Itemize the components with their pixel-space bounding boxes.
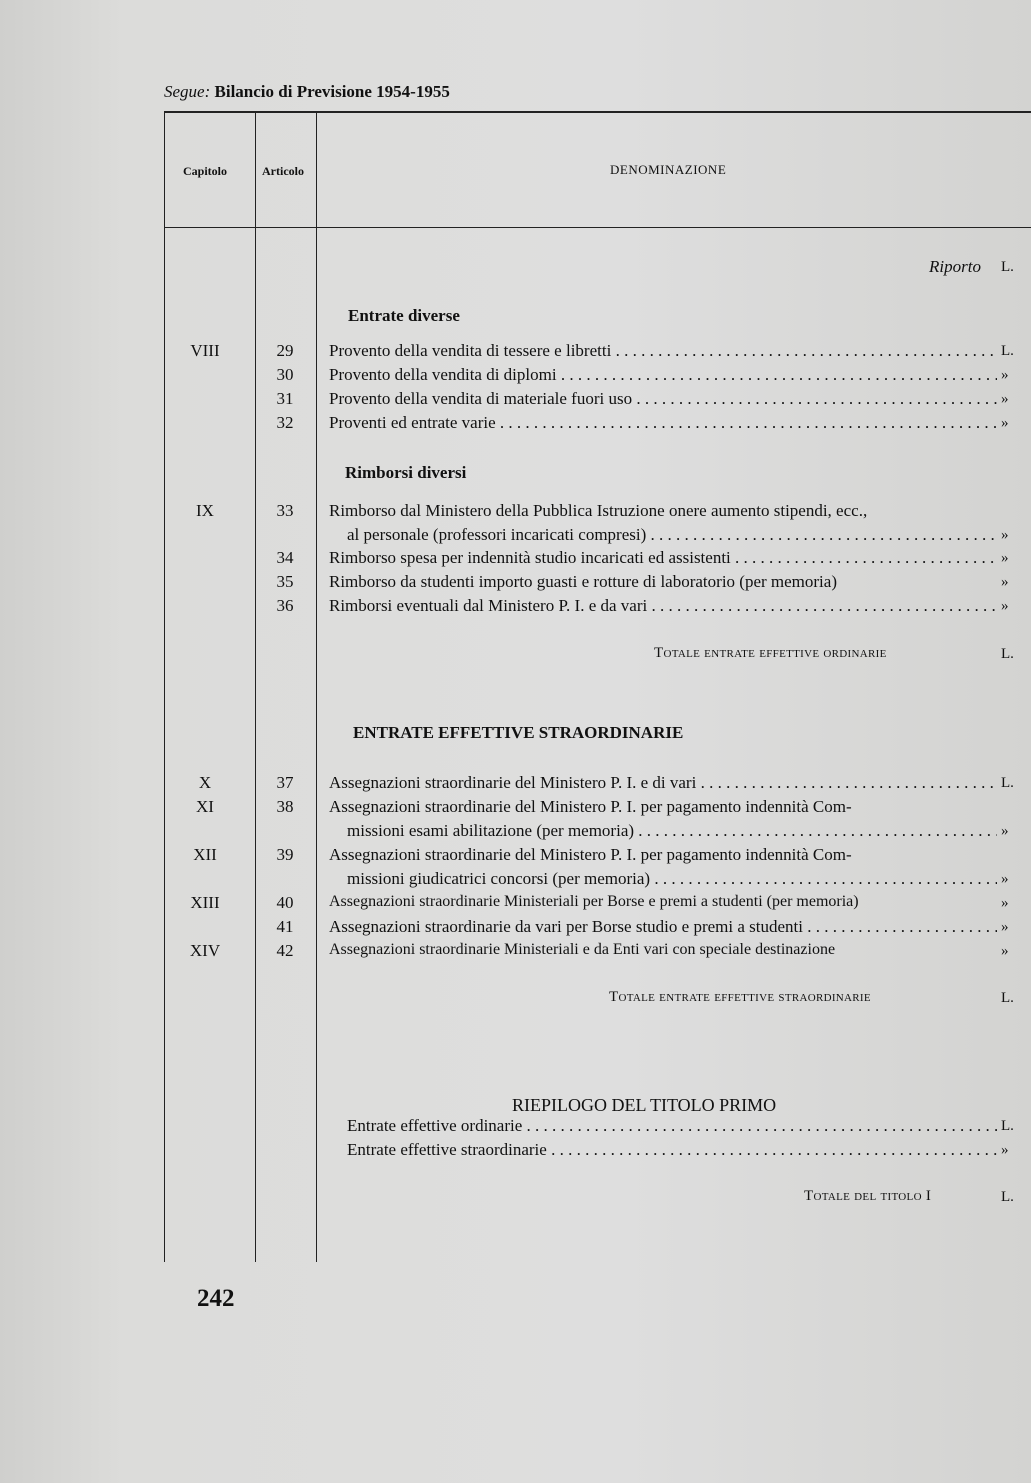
ditto-mark: »	[1001, 367, 1009, 383]
denominazione-cell: Proventi ed entrate varie . . .	[329, 413, 997, 433]
page-number: 242	[197, 1285, 235, 1312]
header-title: Bilancio di Previsione 1954-1955	[214, 82, 450, 101]
capitolo-cell: X	[198, 773, 212, 792]
column-rule-articolo	[316, 112, 317, 1262]
articolo-cell: 31	[276, 389, 294, 408]
ditto-mark: »	[1001, 943, 1009, 959]
column-rule-left	[164, 112, 165, 1262]
denominazione-cell: Provento della vendita di diplomi . . .	[329, 365, 997, 385]
denominazione-cell-continuation: al personale (professori incaricati compresi) . . .	[347, 525, 997, 545]
denominazione-cell: Assegnazioni straordinarie Ministeriali e da Enti vari con speciale destinazione	[329, 941, 836, 958]
ditto-mark: »	[1001, 574, 1009, 590]
riporto-label: Riporto	[929, 257, 981, 276]
currency-mark: L.	[1001, 646, 1014, 662]
denominazione-cell: Rimborso spesa per indennità studio incaricati ed assistenti . . .	[329, 548, 997, 568]
denominazione-cell: Provento della vendita di tessere e libretti . . .	[329, 341, 997, 361]
denominazione-cell: Assegnazioni straordinarie del Ministero P. I. per pagamento indennità Com-	[329, 797, 852, 816]
ditto-mark: »	[1001, 895, 1009, 911]
capitolo-cell: XIV	[189, 941, 221, 960]
currency-mark: L.	[1001, 1118, 1014, 1134]
capitolo-cell: XIII	[190, 893, 220, 912]
articolo-cell: 30	[276, 365, 294, 384]
column-rule-capitolo	[255, 112, 256, 1262]
riporto-mark: L.	[1001, 259, 1014, 275]
currency-mark: L.	[1001, 990, 1014, 1006]
articolo-cell: 32	[276, 413, 294, 432]
section-title-entrate-diverse: Entrate diverse	[348, 306, 460, 325]
articolo-cell: 42	[276, 941, 294, 960]
totale-entrate-straordinarie-label: Totale entrate effettive straordinarie	[609, 989, 871, 1005]
capitolo-cell: XII	[193, 845, 217, 864]
denominazione-cell: Provento della vendita di materiale fuori uso . . .	[329, 389, 997, 409]
articolo-cell: 36	[276, 596, 294, 615]
ditto-mark: »	[1001, 871, 1009, 887]
column-header-capitolo: Capitolo	[183, 164, 228, 178]
capitolo-cell: IX	[196, 501, 214, 520]
articolo-cell: 38	[276, 797, 294, 816]
section-title-straordinarie: ENTRATE EFFETTIVE STRAORDINARIE	[353, 723, 684, 742]
denominazione-cell: Assegnazioni straordinarie Ministeriali per Borse e premi a studenti (per memoria)	[329, 893, 859, 910]
ditto-mark: »	[1001, 391, 1009, 407]
column-header-articolo: Articolo	[262, 164, 304, 178]
articolo-cell: 40	[276, 893, 294, 912]
currency-mark: L.	[1001, 343, 1014, 359]
column-header-denominazione: DENOMINAZIONE	[610, 162, 727, 177]
ditto-mark: »	[1001, 415, 1009, 431]
denominazione-cell: Assegnazioni straordinarie del Ministero P. I. e di vari . . .	[329, 773, 997, 793]
ditto-mark: »	[1001, 1142, 1009, 1158]
articolo-cell: 33	[276, 501, 294, 520]
header-bottom-rule	[164, 227, 1031, 228]
articolo-cell: 37	[276, 773, 294, 792]
denominazione-cell: Assegnazioni straordinarie del Ministero P. I. per pagamento indennità Com-	[329, 845, 852, 864]
riepilogo-row-ordinarie: Entrate effettive ordinarie . . .	[347, 1116, 997, 1136]
articolo-cell: 29	[276, 341, 294, 360]
currency-mark: L.	[1001, 1189, 1014, 1205]
running-header	[164, 82, 450, 102]
denominazione-cell: Rimborso da studenti importo guasti e rotture di laboratorio (per memoria)	[329, 572, 837, 591]
currency-mark: L.	[1001, 775, 1014, 791]
capitolo-cell: XI	[196, 797, 214, 816]
ditto-mark: »	[1001, 919, 1009, 935]
denominazione-cell: Assegnazioni straordinarie da vari per Borse studio e premi a studenti . . .	[329, 917, 997, 937]
denominazione-cell-continuation: missioni esami abilitazione (per memoria) . . .	[347, 821, 997, 841]
denominazione-cell: Rimborsi eventuali dal Ministero P. I. e da vari . . .	[329, 596, 997, 616]
articolo-cell: 41	[276, 917, 294, 936]
articolo-cell: 35	[276, 572, 294, 591]
ditto-mark: »	[1001, 823, 1009, 839]
header-segue: Segue:	[164, 82, 211, 101]
totale-titolo-label: Totale del titolo I	[804, 1188, 932, 1204]
denominazione-cell: Rimborso dal Ministero della Pubblica Istruzione onere aumento stipendi, ecc.,	[329, 501, 868, 520]
riepilogo-row-straordinarie: Entrate effettive straordinarie . . .	[347, 1140, 997, 1160]
capitolo-cell: VIII	[190, 341, 220, 360]
articolo-cell: 34	[276, 548, 294, 567]
denominazione-cell-continuation: missioni giudicatrici concorsi (per memoria) . . .	[347, 869, 997, 889]
ditto-mark: »	[1001, 598, 1009, 614]
totale-entrate-ordinarie-label: Totale entrate effettive ordinarie	[654, 645, 887, 661]
table-top-rule	[164, 111, 1031, 113]
section-title-rimborsi-diversi: Rimborsi diversi	[345, 463, 467, 482]
ditto-mark: »	[1001, 550, 1009, 566]
ditto-mark: »	[1001, 527, 1009, 543]
section-title-riepilogo: RIEPILOGO DEL TITOLO PRIMO	[512, 1095, 777, 1115]
articolo-cell: 39	[276, 845, 294, 864]
